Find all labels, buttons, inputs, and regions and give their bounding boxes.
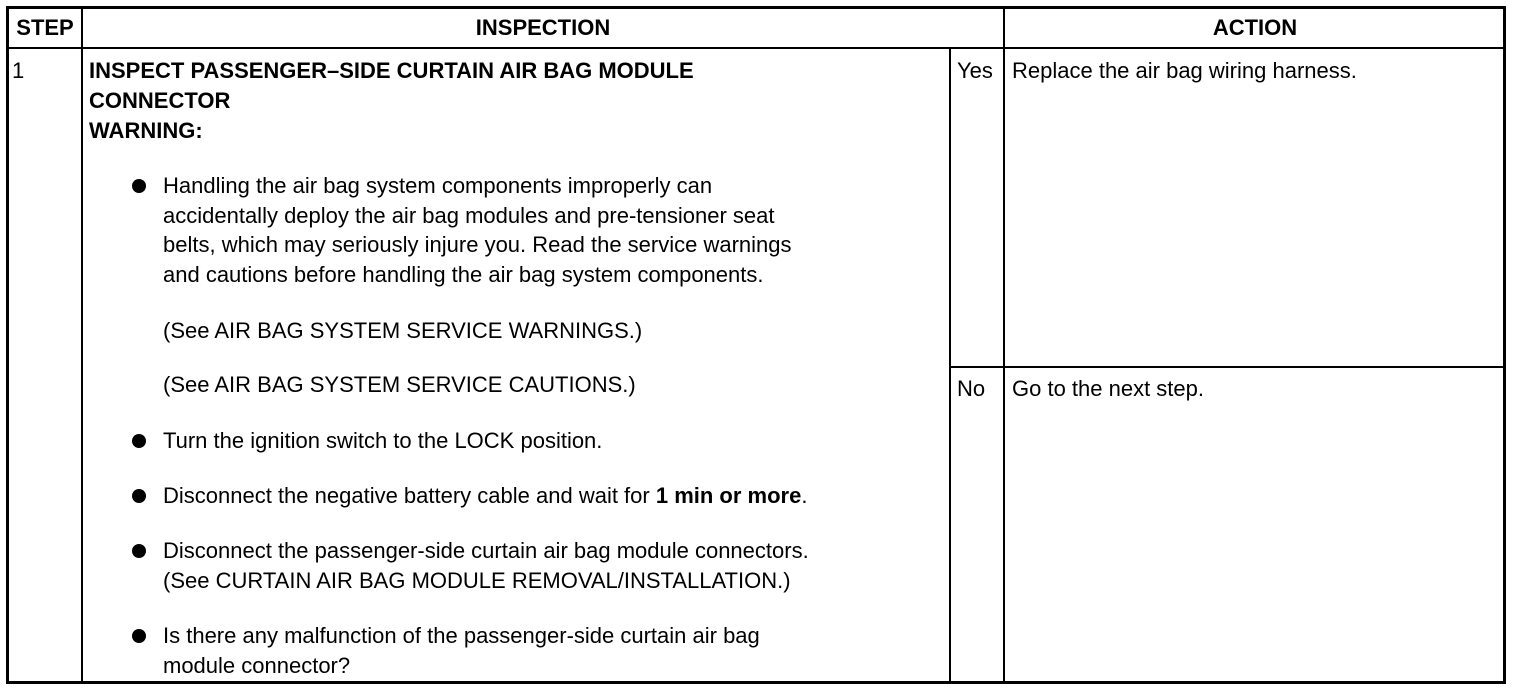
bullet-icon — [132, 179, 146, 193]
see-cautions-reference: (See AIR BAG SYSTEM SERVICE CAUTIONS.) — [163, 372, 636, 397]
no-action: Go to the next step. — [1012, 376, 1205, 401]
header-action: ACTION — [1212, 15, 1298, 40]
bullet5-line2: module connector? — [163, 653, 351, 678]
bullet-icon — [132, 489, 146, 503]
divider-step-col — [81, 6, 83, 684]
warning-label: WARNING: — [89, 118, 203, 143]
yes-label: Yes — [957, 58, 993, 83]
bullet3-text — [163, 481, 807, 511]
bullet-icon — [132, 629, 146, 643]
no-label: No — [957, 376, 986, 401]
yes-action: Replace the air bag wiring harness. — [1012, 58, 1357, 83]
bullet4-line1: Disconnect the passenger-side curtain air bag module connectors. — [163, 538, 809, 563]
step-number: 1 — [12, 58, 25, 83]
bullet-icon — [132, 434, 146, 448]
bullet1-line2: accidentally deploy the air bag modules and pre-tensioner seat — [163, 203, 775, 228]
header-inspection: INSPECTION — [475, 15, 611, 40]
divider-header-row — [6, 47, 1506, 49]
bullet1-line4: and cautions before handling the air bag system components. — [163, 262, 764, 287]
divider-yes-no-row — [949, 366, 1506, 368]
bullet3-suffix: . — [801, 483, 808, 508]
bullet2-text: Turn the ignition switch to the LOCK position. — [163, 428, 603, 453]
see-warnings-reference: (See AIR BAG SYSTEM SERVICE WARNINGS.) — [163, 318, 643, 343]
inspection-title-line2: CONNECTOR — [89, 88, 231, 113]
header-step: STEP — [16, 15, 74, 40]
bullet1-line3: belts, which may seriously injure you. Read the service warnings — [163, 232, 792, 257]
bullet-icon — [132, 544, 146, 558]
bullet3-prefix: Disconnect the negative battery cable and wait for — [163, 483, 656, 508]
bullet1-line1: Handling the air bag system components improperly can — [163, 173, 713, 198]
inspection-title-line1: INSPECT PASSENGER–SIDE CURTAIN AIR BAG MODULE — [89, 58, 694, 83]
bullet5-line1: Is there any malfunction of the passenger-side curtain air bag — [163, 623, 760, 648]
bullet3-bold-duration: 1 min or more — [655, 483, 802, 508]
bullet4-line2: (See CURTAIN AIR BAG MODULE REMOVAL/INSTALLATION.) — [163, 568, 791, 593]
divider-action-col — [1003, 6, 1005, 684]
